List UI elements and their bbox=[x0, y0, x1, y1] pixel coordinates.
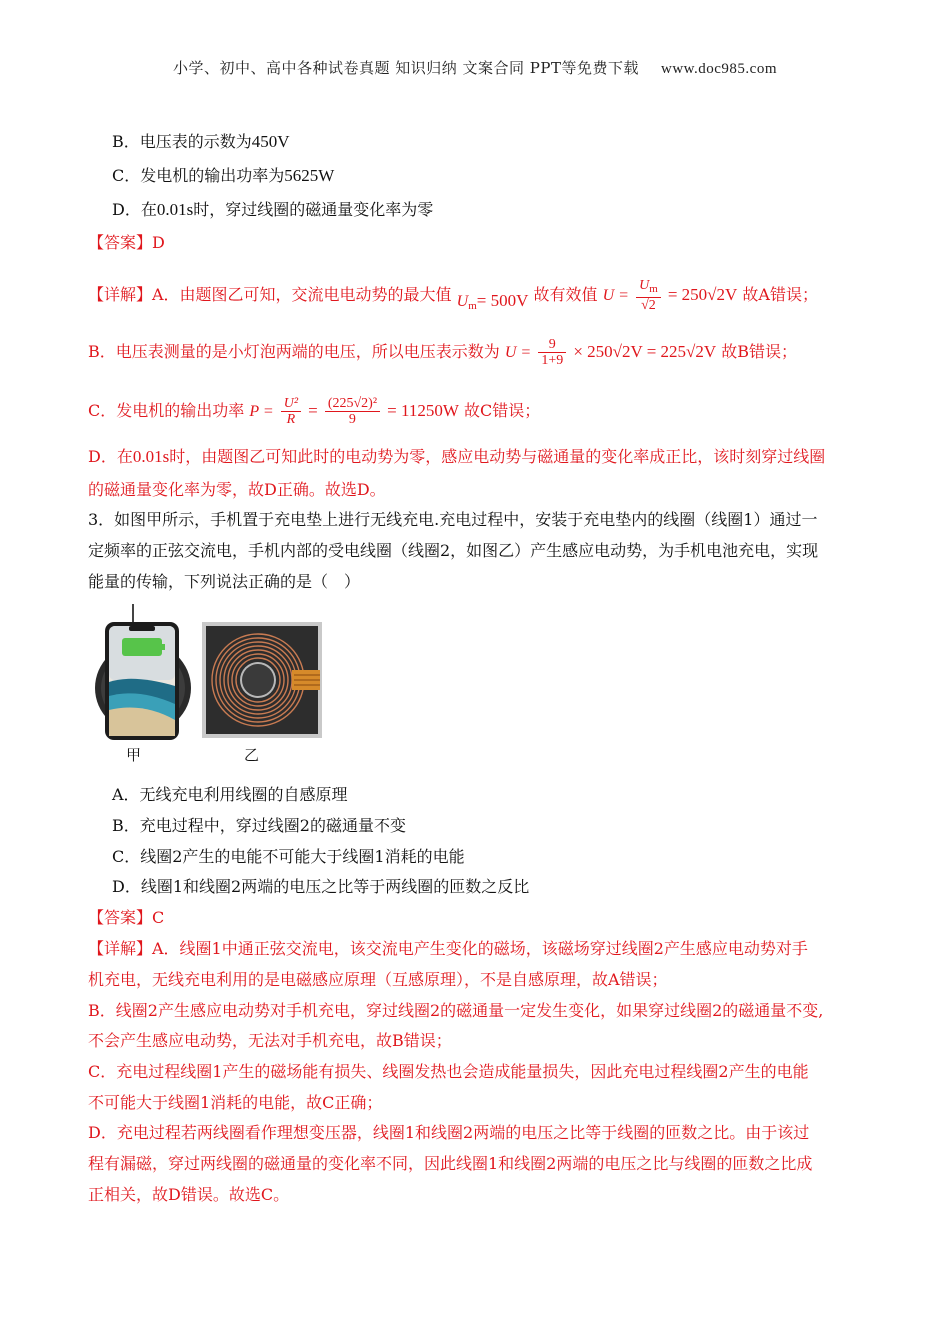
q3-explain-line3: B．线圈2产生感应电动势对手机充电，穿过线圈2的磁通量一定发生变化，如果穿过线圈2的磁通量不变, bbox=[88, 1001, 824, 1020]
q3-explain-line9: 正相关，故D错误。故选C。 bbox=[88, 1185, 290, 1204]
q2-explain-c: C．发电机的输出功率 P = $\frac{\text{U²}}{R}$ = $\frac{\text{(225√2)²}}{9}$ = 11250W 故C错误； bbox=[88, 396, 541, 427]
q2-option-d: D．在0.01s时，穿过线圈的磁通量变化率为零 bbox=[112, 200, 434, 219]
header-text: 小学、初中、高中各种试卷真题 知识归纳 文案合同 PPT等免费下载 bbox=[172, 59, 639, 77]
q2-explain-d2: 的磁通量变化率为零，故D正确。故选D。 bbox=[88, 480, 386, 499]
q2-explain-d1: D．在0.01s时，由题图乙可知此时的电动势为零，感应电动势与磁通量的变化率成正比，该时刻穿过线圈 bbox=[88, 447, 826, 466]
q3-explain-line7: D．充电过程若两线圈看作理想变压器，线圈1和线圈2两端的电压之比等于线圈的匝数之比。由于该过 bbox=[88, 1123, 810, 1142]
header-url[interactable]: www.doc985.com bbox=[660, 61, 777, 77]
figure-jia-caption: 甲 bbox=[126, 746, 142, 764]
q3-stem-line1: 3．如图甲所示，手机置于充电垫上进行无线充电.充电过程中，安装于充电垫内的线圈（线圈1）通过一 bbox=[88, 510, 818, 529]
q2-option-c: C．发电机的输出功率为5625W bbox=[112, 166, 335, 185]
figure-yi-caption: 乙 bbox=[244, 746, 260, 764]
q3-explain-line2: 机充电，无线充电利用的是电磁感应原理（互感原理），不是自感原理，故A错误； bbox=[88, 970, 668, 989]
figure-jia-phone-charger bbox=[93, 604, 193, 740]
q3-option-c: C．线圈2产生的电能不可能大于线圈1消耗的电能 bbox=[112, 847, 465, 866]
q3-explain-line1: 【详解】A．线圈1中通正弦交流电，该交流电产生变化的磁场，该磁场穿过线圈2产生感应电动势对手 bbox=[88, 939, 808, 958]
q3-option-a: A．无线充电利用线圈的自感原理 bbox=[112, 785, 348, 804]
q3-explain-line4: 不会产生感应电动势，无法对手机充电，故B错误； bbox=[88, 1031, 452, 1050]
q3-option-d: D．线圈1和线圈2两端的电压之比等于两线圈的匝数之反比 bbox=[112, 877, 530, 896]
q3-explain-line8: 程有漏磁，穿过两线圈的磁通量的变化率不同，因此线圈1和线圈2两端的电压之比与线圈的匝数之比成 bbox=[88, 1154, 813, 1173]
q3-stem-line2: 定频率的正弦交流电，手机内部的受电线圈（线圈2，如图乙）产生感应电动势，为手机电池充电，实现 bbox=[88, 541, 819, 560]
q3-stem-line3: 能量的传输，下列说法正确的是（ ） bbox=[88, 572, 361, 591]
q2-explain-a: 【详解】A．由题图乙可知，交流电电动势的最大值 $U_m= 500V$ 故有效值 U = $\frac{U_m}{√2}$ = 250√2V 故A错误； bbox=[88, 278, 818, 313]
q3-option-b: B．充电过程中，穿过线圈2的磁通量不变 bbox=[112, 816, 406, 835]
q2-answer: 【答案】D bbox=[88, 233, 165, 252]
page-header bbox=[0, 57, 950, 78]
q2-explain-b: B．电压表测量的是小灯泡两端的电压，所以电压表示数为 U = $\frac{9}{1+9}$ × 250√2V = 225√2V 故B错误； bbox=[88, 337, 798, 368]
q3-explain-line5: C．充电过程线圈1产生的磁场能有损失、线圈发热也会造成能量损失，因此充电过程线圈2产生的电能 bbox=[88, 1062, 809, 1081]
q3-answer: 【答案】C bbox=[88, 908, 165, 927]
q3-explain-line6: 不可能大于线圈1消耗的电能，故C正确； bbox=[88, 1093, 383, 1112]
q2-option-b: B．电压表的示数为450V bbox=[112, 132, 290, 151]
figure-yi-receiver-coil bbox=[202, 622, 322, 738]
